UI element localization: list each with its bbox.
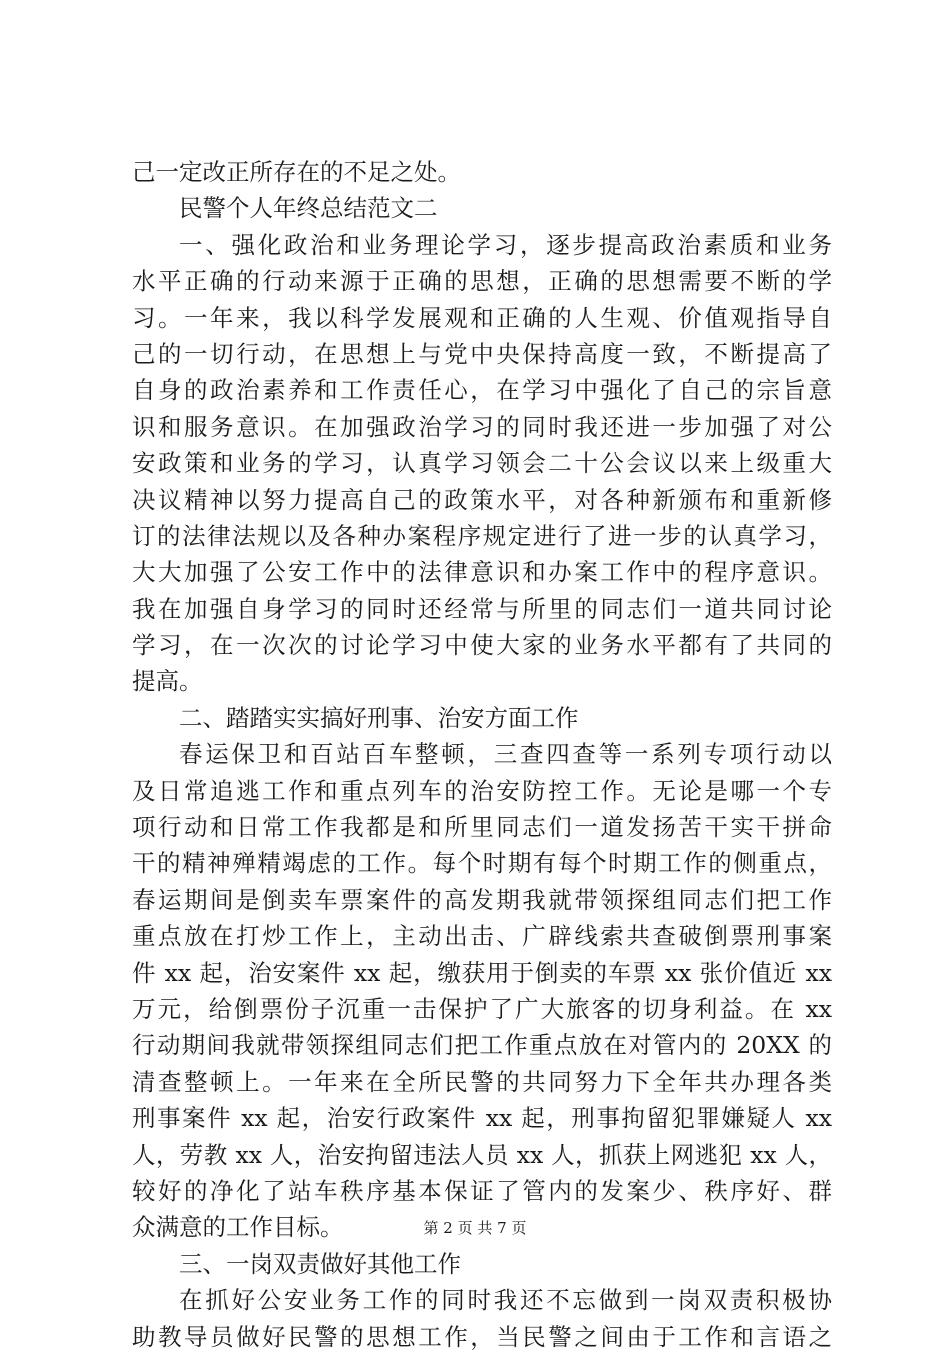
- text-line: 习。一年来，我以科学发展观和正确的人生观、价值观指导自: [132, 303, 832, 332]
- text-line: 众满意的工作目标。: [132, 1213, 344, 1242]
- text-line: 三、一岗双责做好其他工作: [179, 1249, 461, 1278]
- text-line: 订的法律法规以及各种办案程序规定进行了进一步的认真学习，: [132, 521, 832, 550]
- text-line: 二、踏踏实实搞好刑事、治安方面工作: [179, 703, 579, 732]
- text-line: 项行动和日常工作我都是和所里同志们一道发扬苦干实干拼命: [132, 813, 832, 842]
- text-line: 万元，给倒票份子沉重一击保护了广大旅客的切身利益。在 xx: [132, 994, 832, 1023]
- text-line: 学习，在一次次的讨论学习中使大家的业务水平都有了共同的: [132, 631, 832, 660]
- text-line: 春运保卫和百站百车整顿，三查四查等一系列专项行动以: [179, 740, 832, 769]
- text-line: 己的一切行动，在思想上与党中央保持高度一致，不断提高了: [132, 339, 832, 368]
- text-line: 在抓好公安业务工作的同时我还不忘做到一岗双责积极协: [179, 1286, 832, 1315]
- text-line: 大大加强了公安工作中的法律意识和办案工作中的程序意识。: [132, 558, 832, 587]
- text-line: 自身的政治素养和工作责任心，在学习中强化了自己的宗旨意: [132, 376, 832, 405]
- document-body: [132, 154, 832, 1355]
- text-line: 较好的净化了站车秩序基本保证了管内的发案少、秩序好、群: [132, 1176, 832, 1205]
- page-footer: 第 2 页 共 7 页: [423, 1219, 527, 1237]
- text-line: 行动期间我就带领探组同志们把工作重点放在对管内的 20XX 的: [132, 1031, 832, 1060]
- text-line: 水平正确的行动来源于正确的思想，正确的思想需要不断的学: [132, 267, 832, 296]
- text-line: 重点放在打炒工作上，主动出击、广辟线索共查破倒票刑事案: [132, 922, 832, 951]
- text-line: 识和服务意识。在加强政治学习的同时我还进一步加强了对公: [132, 412, 832, 441]
- text-line: 刑事案件 xx 起，治安行政案件 xx 起，刑事拘留犯罪嫌疑人 xx: [132, 1104, 832, 1133]
- text-line: 人，劳教 xx 人，治安拘留违法人员 xx 人，抓获上网逃犯 xx 人，: [132, 1140, 832, 1169]
- text-line: 提高。: [132, 667, 203, 696]
- text-line: 助教导员做好民警的思想工作，当民警之间由于工作和言语之: [132, 1322, 832, 1351]
- text-line: 民警个人年终总结范文二: [179, 194, 438, 223]
- text-line: 我在加强自身学习的同时还经常与所里的同志们一道共同讨论: [132, 594, 832, 623]
- text-line: 一、强化政治和业务理论学习，逐步提高政治素质和业务: [179, 230, 832, 259]
- text-line: 清查整顿上。一年来在全所民警的共同努力下全年共办理各类: [132, 1067, 832, 1096]
- text-line: 件 xx 起，治安案件 xx 起，缴获用于倒卖的车票 xx 张价值近 xx: [132, 958, 832, 987]
- text-line: 己一定改正所存在的不足之处。: [132, 158, 461, 186]
- text-line: 春运期间是倒卖车票案件的高发期我就带领探组同志们把工作: [132, 885, 832, 914]
- text-line: 干的精神殚精竭虑的工作。每个时期有每个时期工作的侧重点，: [132, 849, 832, 878]
- text-line: 安政策和业务的学习，认真学习领会二十公会议以来上级重大: [132, 449, 832, 478]
- text-line: 决议精神以努力提高自己的政策水平，对各种新颁布和重新修: [132, 485, 832, 514]
- text-line: 及日常追逃工作和重点列车的治安防控工作。无论是哪一个专: [132, 776, 832, 805]
